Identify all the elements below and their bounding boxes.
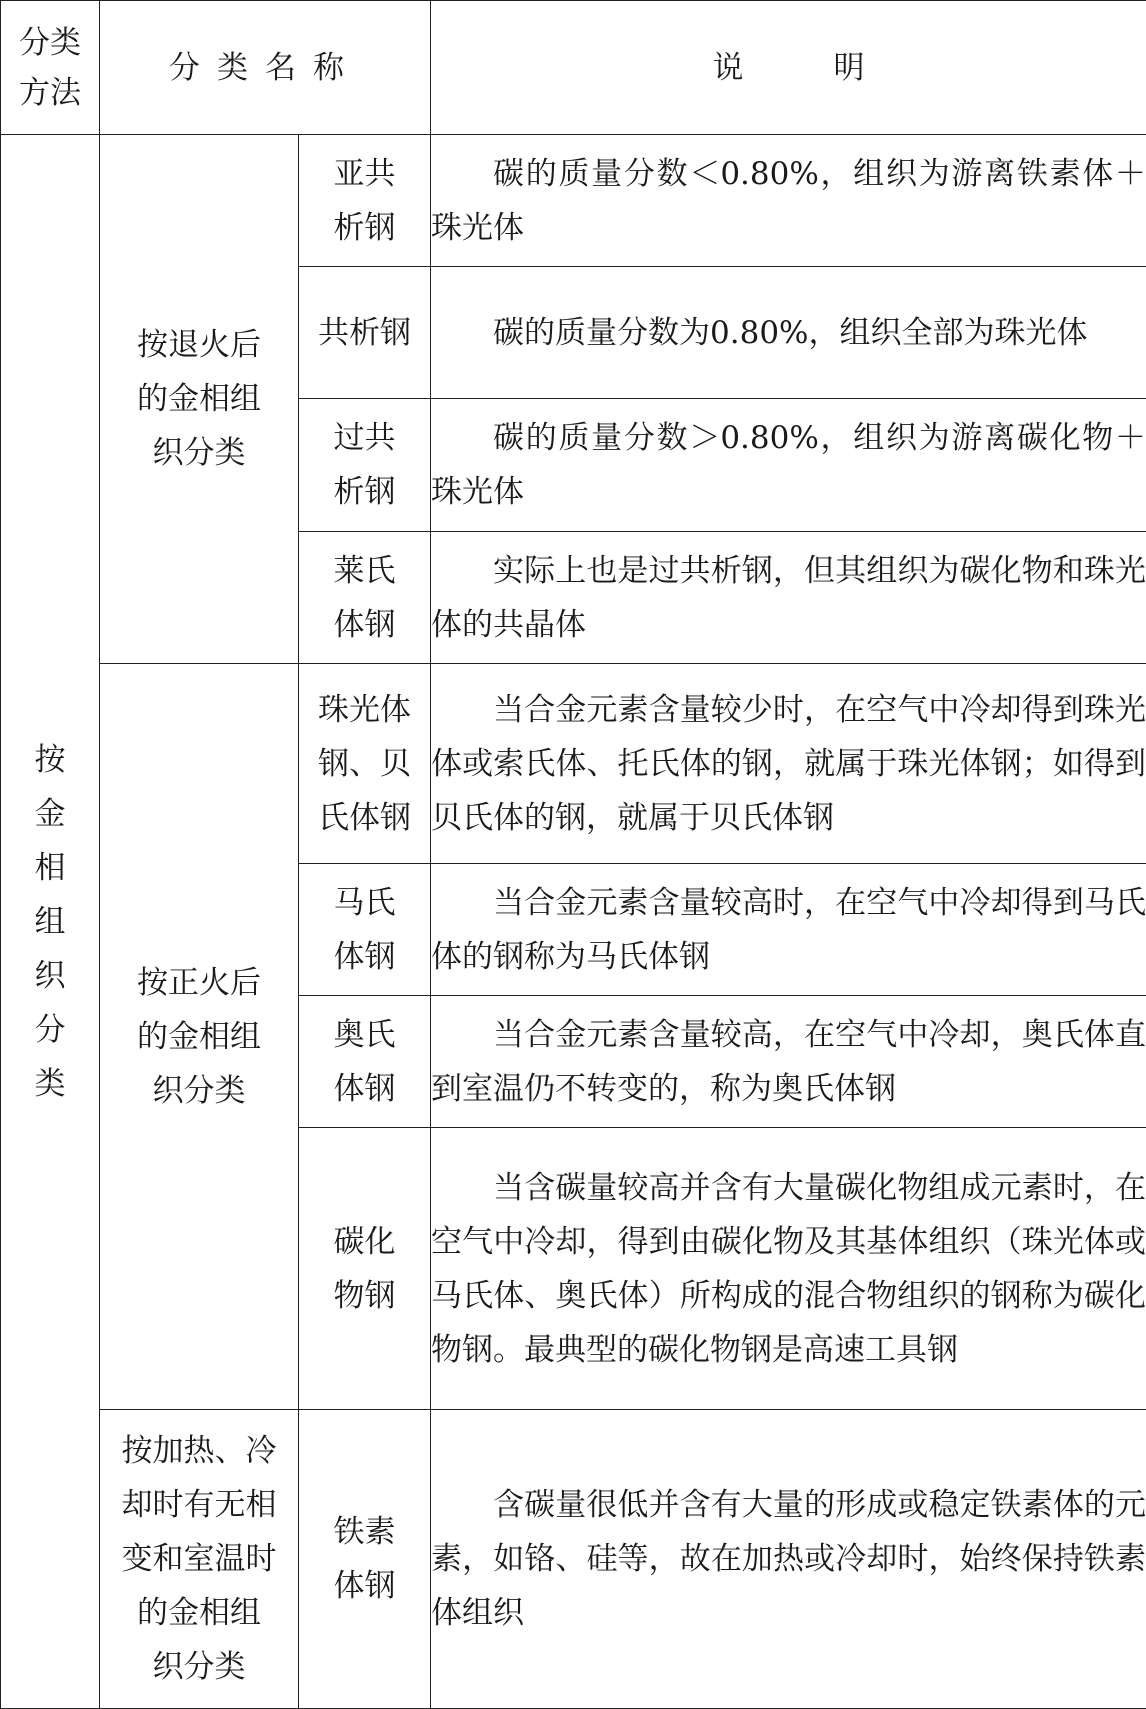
steel-name <box>299 996 431 1128</box>
steel-name-line: 体钢 <box>334 1071 396 1107</box>
header-name: 分类名称 <box>100 1 431 135</box>
steel-name <box>299 399 431 532</box>
steel-description: 碳的质量分数＜0.80%，组织为游离铁素体＋珠光体 <box>431 135 1146 267</box>
table-row <box>1 135 1146 267</box>
method-char: 金 <box>35 796 66 832</box>
category-line: 按正火后 <box>137 965 261 1001</box>
header-desc-b: 明 <box>834 50 865 86</box>
steel-name-line: 氏体钢 <box>318 800 411 836</box>
steel-description: 当合金元素含量较高时，在空气中冷却得到马氏体的钢称为马氏体钢 <box>431 864 1146 996</box>
steel-name-line: 铁素 <box>334 1514 396 1550</box>
steel-name-line: 钢、贝 <box>318 746 411 782</box>
steel-name-line: 马氏 <box>334 885 396 921</box>
steel-name <box>299 1410 431 1709</box>
table-row <box>1 664 1146 864</box>
category-cell <box>100 1410 299 1709</box>
steel-name-line: 体钢 <box>334 939 396 975</box>
steel-name-line: 莱氏 <box>334 553 396 589</box>
method-char: 织 <box>35 958 66 994</box>
steel-description: 当含碳量较高并含有大量碳化物组成元素时，在空气中冷却，得到由碳化物及其基体组织（珠光体或马氏体、奥氏体）所构成的混合物组织的钢称为碳化物钢。最典型的碳化物钢是高速工具钢 <box>431 1128 1146 1410</box>
header-method-line2: 方法 <box>19 75 81 111</box>
steel-name-line: 奥氏 <box>334 1017 396 1053</box>
category-line: 按退火后 <box>137 327 261 363</box>
category-line: 织分类 <box>153 1649 246 1685</box>
steel-name-line: 过共 <box>334 420 396 456</box>
category-line: 织分类 <box>153 1073 246 1109</box>
category-line: 的金相组 <box>137 381 261 417</box>
steel-name <box>299 267 431 399</box>
steel-name-line: 析钢 <box>334 210 396 246</box>
steel-name-line: 共析钢 <box>318 315 411 351</box>
table-row <box>1 1410 1146 1709</box>
category-line: 却时有无相 <box>122 1487 277 1523</box>
header-method <box>1 1 100 135</box>
category-cell <box>100 135 299 664</box>
steel-name-line: 体钢 <box>334 1568 396 1604</box>
steel-name-line: 体钢 <box>334 607 396 643</box>
category-line: 的金相组 <box>137 1595 261 1631</box>
steel-description: 碳的质量分数为0.80%，组织全部为珠光体 <box>431 267 1146 399</box>
method-char: 类 <box>35 1066 66 1102</box>
steel-name <box>299 1128 431 1410</box>
steel-name <box>299 864 431 996</box>
category-line: 织分类 <box>153 435 246 471</box>
category-cell <box>100 664 299 1410</box>
steel-name-line: 珠光体 <box>318 692 411 728</box>
steel-name-line: 析钢 <box>334 474 396 510</box>
steel-description: 当合金元素含量较高，在空气中冷却，奥氏体直到室温仍不转变的，称为奥氏体钢 <box>431 996 1146 1128</box>
header-row <box>1 1 1146 135</box>
method-char: 组 <box>35 904 66 940</box>
category-line: 的金相组 <box>137 1019 261 1055</box>
steel-name <box>299 135 431 267</box>
steel-name-line: 亚共 <box>334 156 396 192</box>
category-line: 变和室温时 <box>122 1541 277 1577</box>
method-char: 相 <box>35 850 66 886</box>
header-desc <box>431 1 1146 135</box>
steel-name-line: 物钢 <box>334 1278 396 1314</box>
method-char: 分 <box>35 1012 66 1048</box>
method-char: 按 <box>35 742 66 778</box>
steel-description: 碳的质量分数＞0.80%，组织为游离碳化物＋珠光体 <box>431 399 1146 532</box>
steel-name <box>299 532 431 664</box>
steel-description: 当合金元素含量较少时，在空气中冷却得到珠光体或索氏体、托氏体的钢，就属于珠光体钢；如得到贝氏体的钢，就属于贝氏体钢 <box>431 664 1146 864</box>
steel-name-line: 碳化 <box>334 1224 396 1260</box>
steel-name <box>299 664 431 864</box>
header-method-line1: 分类 <box>19 25 81 61</box>
header-desc-a: 说 <box>713 50 744 86</box>
method-cell <box>1 135 100 1709</box>
steel-description: 含碳量很低并含有大量的形成或稳定铁素体的元素，如铬、硅等，故在加热或冷却时，始终保持铁素体组织 <box>431 1410 1146 1709</box>
steel-description: 实际上也是过共析钢，但其组织为碳化物和珠光体的共晶体 <box>431 532 1146 664</box>
category-line: 按加热、冷 <box>122 1433 277 1469</box>
